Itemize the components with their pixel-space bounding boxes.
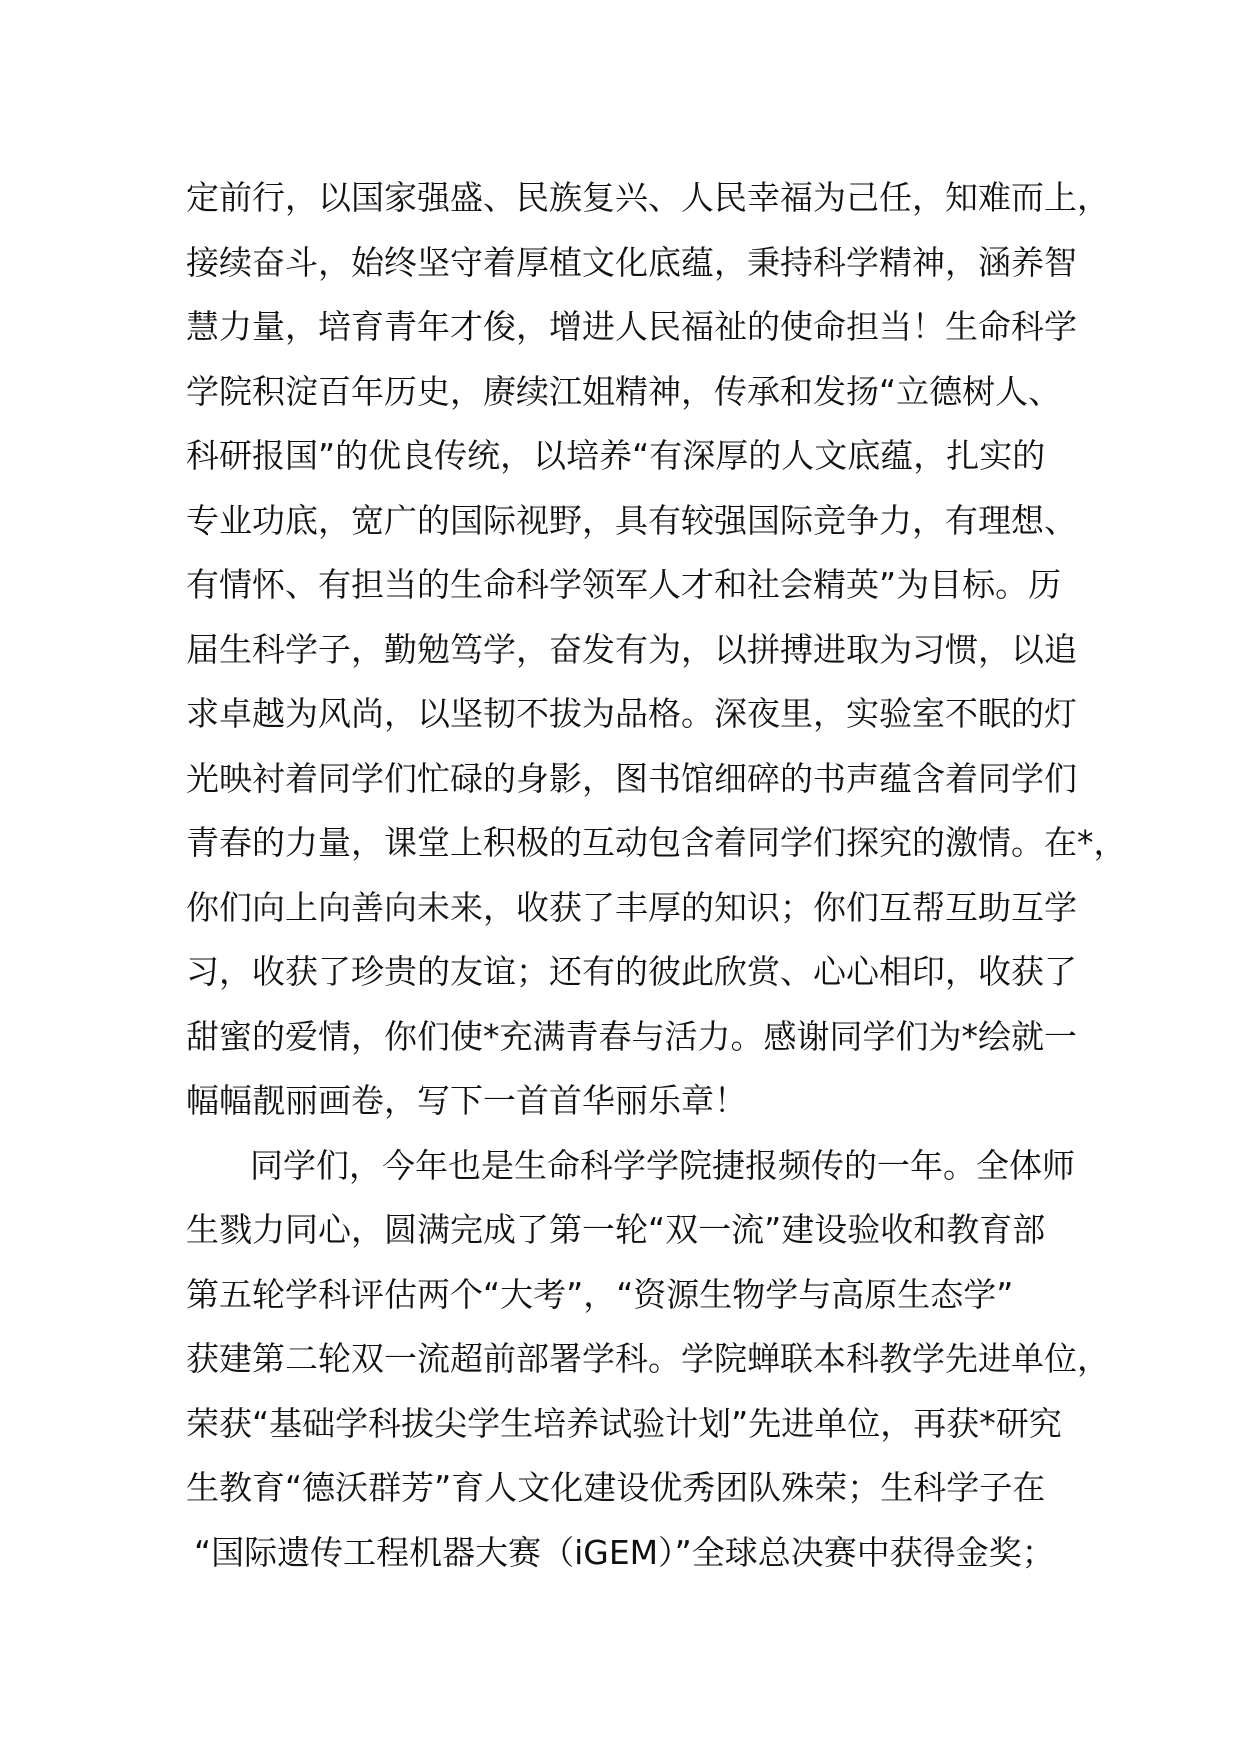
text-line: 接续奋斗，始终坚守着厚植文化底蕴，秉持科学精神，涵养智 bbox=[186, 242, 1077, 282]
text-line: 甜蜜的爱情，你们使*充满青春与活力。感谢同学们为*绘就一 bbox=[186, 1016, 1077, 1056]
text-line: 幅幅靓丽画卷，写下一首首华丽乐章！ bbox=[186, 1081, 747, 1120]
text-line: 届生科学子，勤勉笃学，奋发有为，以拼搏进取为习惯，以追 bbox=[186, 629, 1077, 669]
text-line: 生戮力同心，圆满完成了第一轮“双一流”建设验收和教育部 bbox=[186, 1210, 1046, 1249]
text-line: “国际遗传工程机器大赛（iGEM）”全球总决赛中获得金奖； bbox=[194, 1532, 1055, 1572]
text-line: 获建第二轮双一流超前部署学科。学院蝉联本科教学先进单位， bbox=[186, 1339, 1110, 1378]
text-line: 习，收获了珍贵的友谊；还有的彼此欣赏、心心相印，收获了 bbox=[186, 952, 1077, 991]
text-line: 慧力量，培育青年才俊，增进人民福祉的使命担当！生命科学 bbox=[186, 307, 1077, 346]
body-text bbox=[186, 166, 1127, 1585]
text-line: 你们向上向善向未来，收获了丰厚的知识；你们互帮互助互学 bbox=[186, 887, 1077, 927]
text-line: 求卓越为风尚，以坚韧不拔为品格。深夜里，实验室不眠的灯 bbox=[186, 694, 1077, 733]
text-line: 荣获“基础学科拔尖学生培养试验计划”先进单位，再获*研究 bbox=[186, 1403, 1062, 1443]
text-line: 光映衬着同学们忙碌的身影，图书馆细碎的书声蕴含着同学们 bbox=[186, 758, 1077, 798]
text-line: 生教育“德沃群芳”育人文化建设优秀团队殊荣；生科学子在 bbox=[186, 1468, 1046, 1507]
text-line: 科研报国”的优良传统，以培养“有深厚的人文底蕴，扎实的 bbox=[186, 436, 1046, 475]
text-line: 定前行，以国家强盛、民族复兴、人民幸福为己任，知难而上， bbox=[186, 178, 1110, 217]
text-line: 专业功底，宽广的国际视野，具有较强国际竞争力，有理想、 bbox=[186, 500, 1077, 540]
text-line: 第五轮学科评估两个“大考”，“资源生物学与高原生态学” bbox=[186, 1274, 1014, 1314]
text-line: 青春的力量，课堂上积极的互动包含着同学们探究的激情。在*， bbox=[186, 823, 1127, 862]
text-line: 学院积淀百年历史，赓续江姐精神，传承和发扬“立德树人、 bbox=[186, 371, 1062, 411]
text-line: 有情怀、有担当的生命科学领军人才和社会精英”为目标。历 bbox=[186, 565, 1062, 604]
paragraph-start-line: 同学们，今年也是生命科学学院捷报频传的一年。全体师 bbox=[250, 1145, 1075, 1185]
